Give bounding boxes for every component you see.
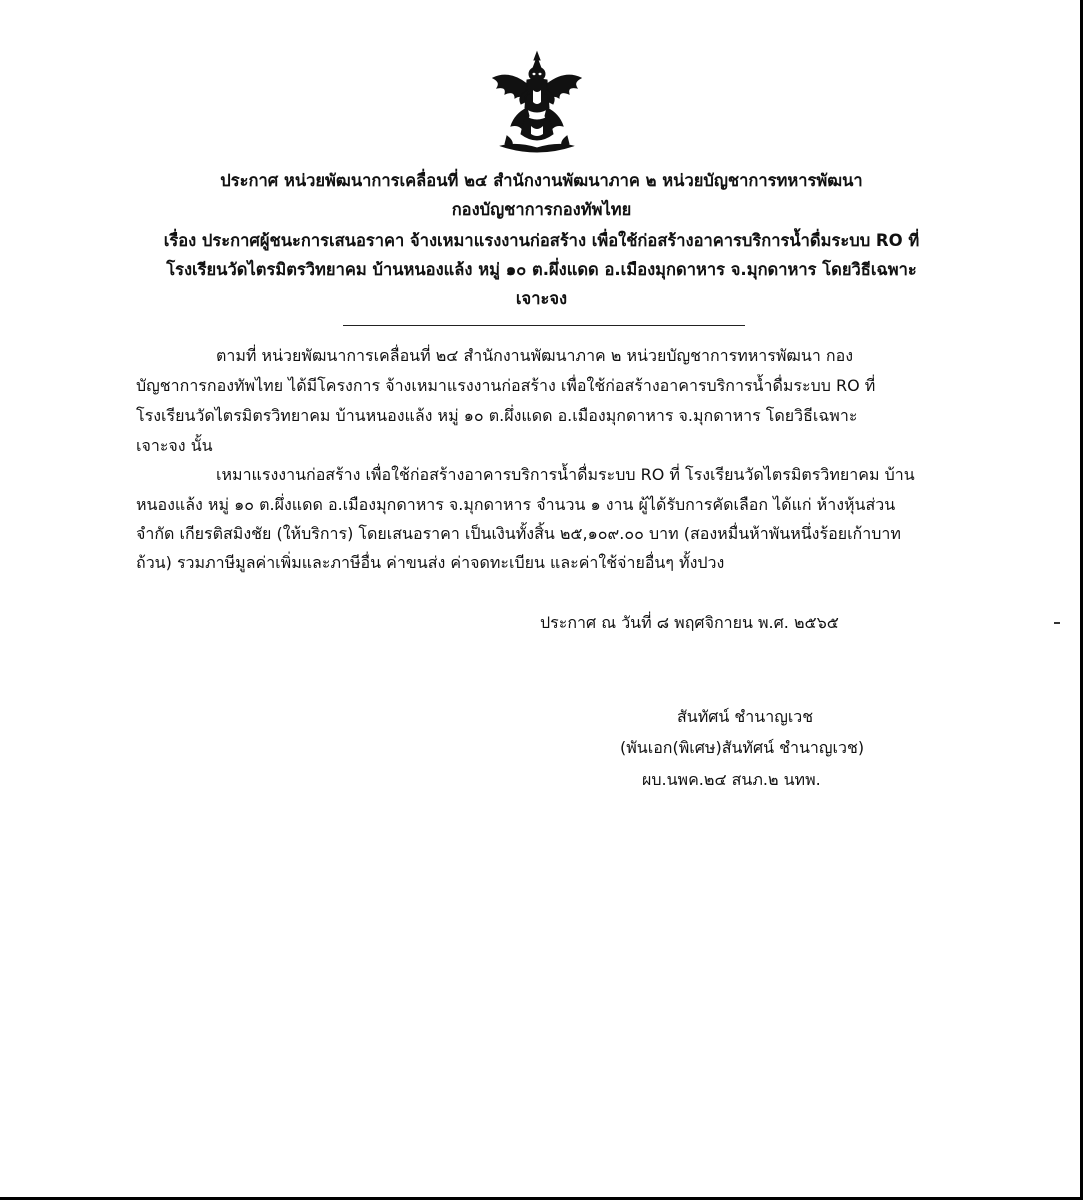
paragraph-2-line-3: จำกัด เกียรติสมิงชัย (ให้บริการ) โดยเสนอราคา เป็นเงินทั้งสิ้น ๒๕,๑๐๙.๐๐ บาท (สองหมื่นห้าพันหนึ่งร้อยเก้าบาท (136, 524, 901, 543)
paragraph-1-line-3: โรงเรียนวัดไตรมิตรวิทยาคม บ้านหนองแล้ง หมู่ ๑๐ ต.ผึ่งแดด อ.เมืองมุกดาหาร จ.มุกดาหาร โดยวิธีเฉพาะ (136, 406, 858, 425)
paragraph-1-line-4: เจาะจง นั้น (136, 436, 213, 455)
header-title-line-1: ประกาศ หน่วยพัฒนาการเคลื่อนที่ ๒๔ สำนักงานพัฒนาภาค ๒ หน่วยบัญชาการทหารพัฒนา (220, 171, 863, 190)
paragraph-2-line-4: ถ้วน) รวมภาษีมูลค่าเพิ่มและภาษีอื่น ค่าขนส่ง ค่าจดทะเบียน และค่าใช้จ่ายอื่นๆ ทั้งปวง (136, 553, 725, 572)
signature-name: สันทัศน์ ชำนาญเวช (677, 707, 814, 726)
subject-line-2: โรงเรียนวัดไตรมิตรวิทยาคม บ้านหนองแล้ง หมู่ ๑๐ ต.ผึ่งแดด อ.เมืองมุกดาหาร จ.มุกดาหาร โดยวิธีเฉพาะ (166, 260, 917, 279)
scan-speck (1054, 622, 1060, 624)
header-title-line-2: กองบัญชาการกองทัพไทย (451, 200, 632, 219)
paragraph-1-line-1: ตามที่ หน่วยพัฒนาการเคลื่อนที่ ๒๔ สำนักงานพัฒนาภาค ๒ หน่วยบัญชาการทหารพัฒนา กอง (216, 346, 853, 365)
signer-position: ผบ.นพค.๒๔ สนภ.๒ นทพ. (642, 770, 821, 789)
subject-line-1: เรื่อง ประกาศผู้ชนะการเสนอราคา จ้างเหมาแรงงานก่อสร้าง เพื่อใช้ก่อสร้างอาคารบริการน้ำดื่มระบบ RO ที่ (163, 231, 920, 250)
garuda-emblem-icon (487, 50, 587, 156)
header-divider (343, 325, 745, 326)
paragraph-2-line-1: เหมาแรงงานก่อสร้าง เพื่อใช้ก่อสร้างอาคารบริการน้ำดื่มระบบ RO ที่ โรงเรียนวัดไตรมิตรวิทยาคม บ้าน (216, 465, 915, 484)
paragraph-1-line-2: บัญชาการกองทัพไทย ได้มีโครงการ จ้างเหมาแรงงานก่อสร้าง เพื่อใช้ก่อสร้างอาคารบริการน้ำดื่มระบบ RO ที่ (136, 376, 876, 395)
announcement-date: ประกาศ ณ วันที่ ๘ พฤศจิกายน พ.ศ. ๒๕๖๕ (540, 613, 839, 632)
subject-line-3: เจาะจง (515, 289, 568, 308)
signer-full-name: (พันเอก(พิเศษ)สันทัศน์ ชำนาญเวช) (620, 738, 865, 757)
paragraph-2-line-2: หนองแล้ง หมู่ ๑๐ ต.ผึ่งแดด อ.เมืองมุกดาหาร จ.มุกดาหาร จำนวน ๑ งาน ผู้ได้รับการคัดเลือก ได้แก่ ห้างหุ้นส่วน (136, 495, 896, 514)
